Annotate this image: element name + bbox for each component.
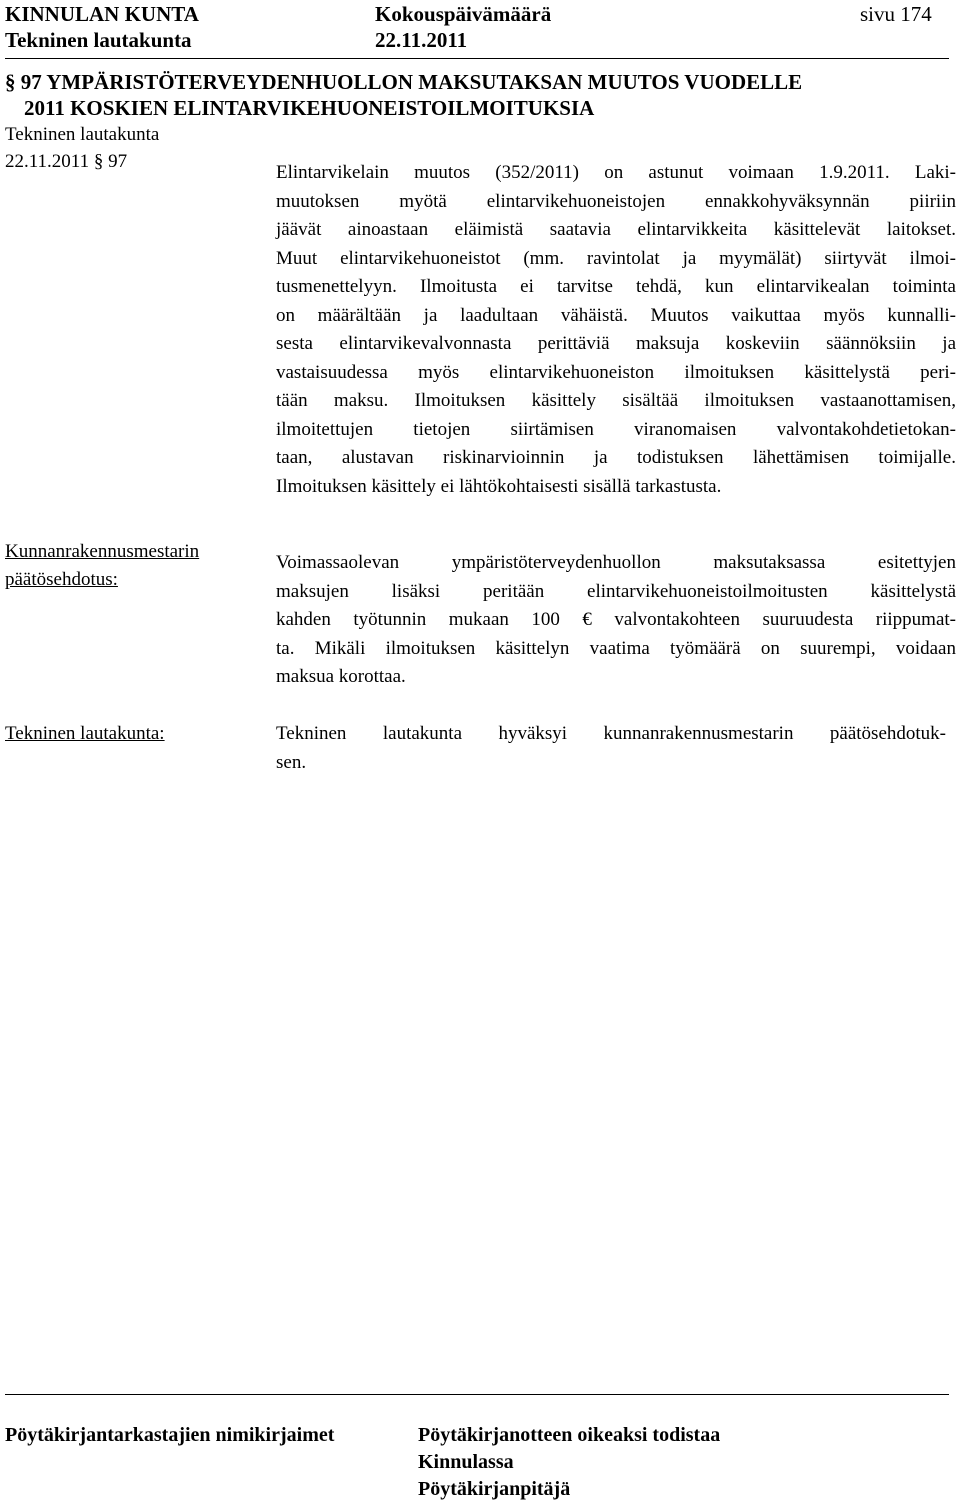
meeting-date: 22.11.2011 (375, 28, 468, 52)
description-paragraph (276, 159, 956, 501)
proposal-label-line-2: päätösehdotus: (5, 569, 118, 590)
section-title-line-2: 2011 KOSKIEN ELINTARVIKEHUONEISTOILMOITUKSIA (24, 96, 595, 120)
description-line: Ilmoituksen käsittely ei lähtökohtaisesti sisällä tarkastusta. (276, 475, 722, 497)
decision-line: sen. (276, 751, 307, 773)
decision-label: Tekninen lautakunta: (5, 723, 165, 744)
proposal-line: Voimassaolevan ympäristöterveydenhuollon maksutaksassa esitettyjen (276, 552, 956, 573)
description-line: ilmoitettujen tietojen siirtämisen viranomaisen valvontakohdetietokan- (276, 418, 956, 440)
footer-certification: Pöytäkirjanotteen oikeaksi todistaa (418, 1424, 721, 1446)
proposal-label-line-1: Kunnanrakennusmestarin (5, 541, 200, 562)
meeting-date-label: Kokouspäivämäärä (375, 2, 552, 26)
footer-reviewers-initials: Pöytäkirjantarkastajien nimikirjaimet (5, 1424, 335, 1446)
description-line: taan, alustavan riskinarvioinnin ja todistuksen lähettämisen toimijalle. (276, 447, 956, 468)
footer-place: Kinnulassa (418, 1451, 514, 1473)
description-line: sesta elintarvikevalvonnasta perittäviä maksuja koskeviin säännöksiin ja (276, 333, 956, 354)
proposal-line: kahden työtunnin mukaan 100 € valvontakohteen suuruudesta riippumat- (276, 609, 956, 630)
proposal-line: maksua korottaa. (276, 666, 406, 687)
description-line: Elintarvikelain muutos (352/2011) on astunut voimaan 1.9.2011. Laki- (276, 162, 956, 183)
section-title-line-1: § 97 YMPÄRISTÖTERVEYDENHUOLLON MAKSUTAKSAN MUUTOS VUODELLE (5, 70, 803, 94)
description-line: tusmenettelyyn. Ilmoitusta ei tarvitse tehdä, kun elintarvikealan toiminta (276, 276, 956, 297)
proposal-line: maksujen lisäksi peritään elintarvikehuoneistoilmoitusten käsittelystä (276, 580, 956, 602)
reference-committee: Tekninen lautakunta (5, 124, 160, 145)
description-line: vastaisuudessa myös elintarvikehuoneiston ilmoituksen käsittelystä peri- (276, 361, 956, 383)
description-line: tään maksu. Ilmoituksen käsittely sisältää ilmoituksen vastaanottamisen, (276, 390, 956, 411)
proposal-line: ta. Mikäli ilmoituksen käsittelyn vaatima työmäärä on suurempi, voidaan (276, 637, 956, 659)
description-line: Muut elintarvikehuoneistot (mm. ravintolat ja myymälät) siirtyvät ilmoi- (276, 247, 956, 269)
description-line: jäävät ainoastaan eläimistä saatavia elintarvikkeita käsittelevät laitokset. (276, 219, 956, 240)
municipality-name: KINNULAN KUNTA (5, 2, 199, 26)
footer-divider (5, 1394, 949, 1395)
committee-name: Tekninen lautakunta (5, 28, 192, 52)
footer-minutes-keeper: Pöytäkirjanpitäjä (418, 1478, 571, 1500)
decision-paragraph (276, 720, 946, 777)
header-divider (5, 58, 949, 59)
page-number: sivu 174 (860, 2, 932, 26)
description-line: on määrältään ja laadultaan vähäistä. Muutos vaikuttaa myös kunnalli- (276, 304, 956, 326)
reference-date-section: 22.11.2011 § 97 (5, 151, 128, 172)
description-line: muutoksen myötä elintarvikehuoneistojen ennakkohyväksynnän piiriin (276, 190, 956, 212)
decision-line: Tekninen lautakunta hyväksyi kunnanrakennusmestarin päätösehdotuk- (276, 723, 946, 744)
proposal-paragraph (276, 549, 956, 692)
